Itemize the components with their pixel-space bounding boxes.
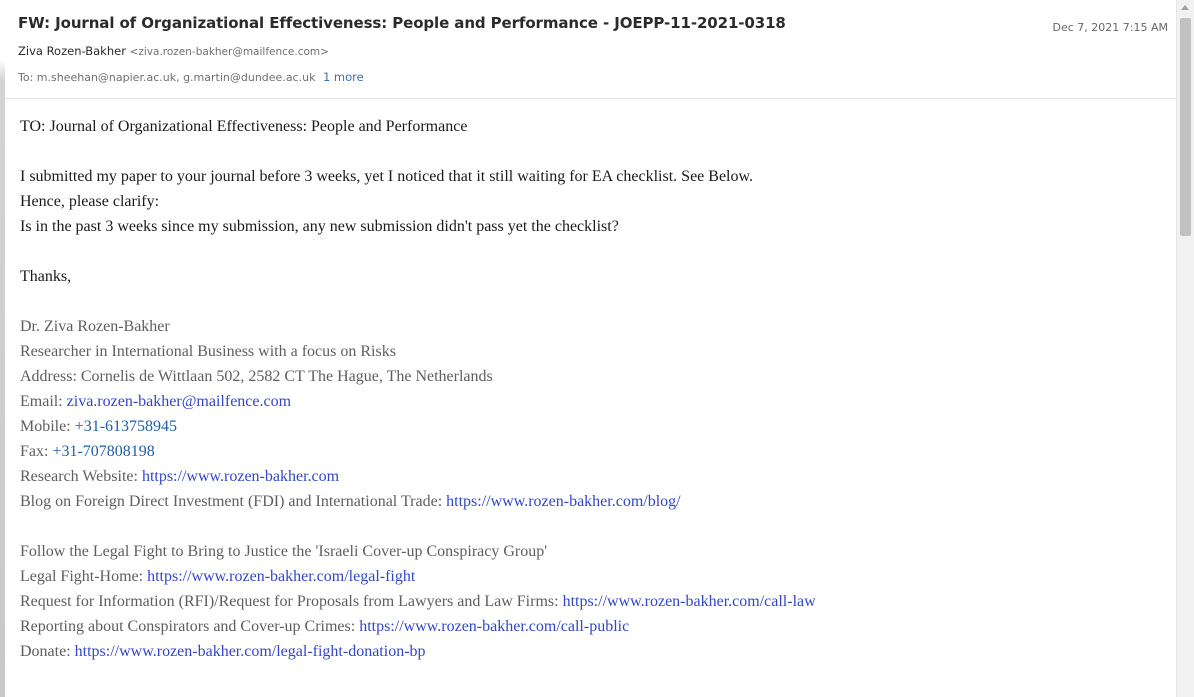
blank-line <box>20 139 1170 164</box>
body-paragraph-1: I submitted my paper to your journal before 3 weeks, yet I noticed that it still waiting for EA checklist. See Below. <box>20 168 754 185</box>
signature-fax-link[interactable]: +31-707808198 <box>52 443 155 460</box>
signature-donate-row <box>20 639 1170 664</box>
signature-reporting-label: Reporting about Conspirators and Cover-up Crimes: <box>20 618 360 635</box>
signature-blog-label: Blog on Foreign Direct Investment (FDI) and International Trade: <box>20 493 447 510</box>
signature-email-link[interactable]: ziva.rozen-bakher@mailfence.com <box>66 393 292 410</box>
signature-blog-row <box>20 489 1170 514</box>
signature-mobile-link[interactable]: +31-613758945 <box>74 418 178 435</box>
signature-address: Address: Cornelis de Wittlaan 502, 2582 CT The Hague, The Netherlands <box>20 368 493 385</box>
vertical-scrollbar[interactable] <box>1176 0 1194 697</box>
body-to-line: TO: Journal of Organizational Effectiveness: People and Performance <box>20 118 468 135</box>
body-paragraph-2: Hence, please clarify: <box>20 193 160 210</box>
signature-fax-row <box>20 439 1170 464</box>
signature-legal-home-label: Legal Fight-Home: <box>20 568 148 585</box>
more-recipients-link[interactable]: 1 more <box>322 70 364 84</box>
email-date: Dec 7, 2021 7:15 AM <box>1052 21 1168 34</box>
signature-reporting-row <box>20 614 1170 639</box>
recipients-list: m.sheehan@napier.ac.uk, g.martin@dundee.ac.uk <box>36 71 316 84</box>
signature-fax-label: Fax: <box>20 443 53 460</box>
signature-legal-home-link[interactable]: https://www.rozen-bakher.com/legal-fight <box>147 568 416 585</box>
recipients-row <box>18 70 364 84</box>
signature-mobile-label: Mobile: <box>20 418 75 435</box>
sender-row <box>18 44 329 58</box>
signature-reporting-link[interactable]: https://www.rozen-bakher.com/call-public <box>359 618 630 635</box>
signature-rfi-label: Request for Information (RFI)/Request for Proposals from Lawyers and Law Firms: <box>20 593 563 610</box>
blank-line <box>20 239 1170 264</box>
signature-legal-home-row <box>20 564 1170 589</box>
body-thanks: Thanks, <box>20 268 72 285</box>
blank-line <box>20 289 1170 314</box>
email-body <box>20 114 1170 664</box>
email-header <box>5 0 1177 99</box>
left-edge-divider <box>0 0 5 697</box>
signature-block <box>20 314 1170 664</box>
signature-blog-link[interactable]: https://www.rozen-bakher.com/blog/ <box>446 493 681 510</box>
email-subject: FW: Journal of Organizational Effectiveness: People and Performance - JOEPP-11-2021-0318 <box>18 14 786 32</box>
signature-email-row <box>20 389 1170 414</box>
scrollbar-thumb[interactable] <box>1180 18 1191 236</box>
signature-donate-label: Donate: <box>20 643 75 660</box>
signature-email-label: Email: <box>20 393 67 410</box>
recipients-prefix: To: <box>18 71 34 84</box>
signature-title: Researcher in International Business with a focus on Risks <box>20 343 396 360</box>
signature-website-label: Research Website: <box>20 468 142 485</box>
signature-legal-heading: Follow the Legal Fight to Bring to Justice the 'Israeli Cover-up Conspiracy Group' <box>20 543 548 560</box>
signature-rfi-link[interactable]: https://www.rozen-bakher.com/call-law <box>562 593 816 610</box>
signature-website-row <box>20 464 1170 489</box>
signature-website-link[interactable]: https://www.rozen-bakher.com <box>141 468 340 485</box>
sender-name[interactable]: Ziva Rozen-Bakher <box>18 44 126 58</box>
signature-mobile-row <box>20 414 1170 439</box>
signature-donate-link[interactable]: https://www.rozen-bakher.com/legal-fight-donation-bp <box>74 643 426 660</box>
scroll-up-arrow-icon[interactable] <box>1181 5 1189 10</box>
signature-rfi-row <box>20 589 1170 614</box>
sender-email[interactable]: <ziva.rozen-bakher@mailfence.com> <box>129 46 329 58</box>
signature-name: Dr. Ziva Rozen-Bakher <box>20 318 170 335</box>
blank-line <box>20 514 1170 539</box>
body-paragraph-3: Is in the past 3 weeks since my submission, any new submission didn't pass yet the checklist? <box>20 218 619 235</box>
